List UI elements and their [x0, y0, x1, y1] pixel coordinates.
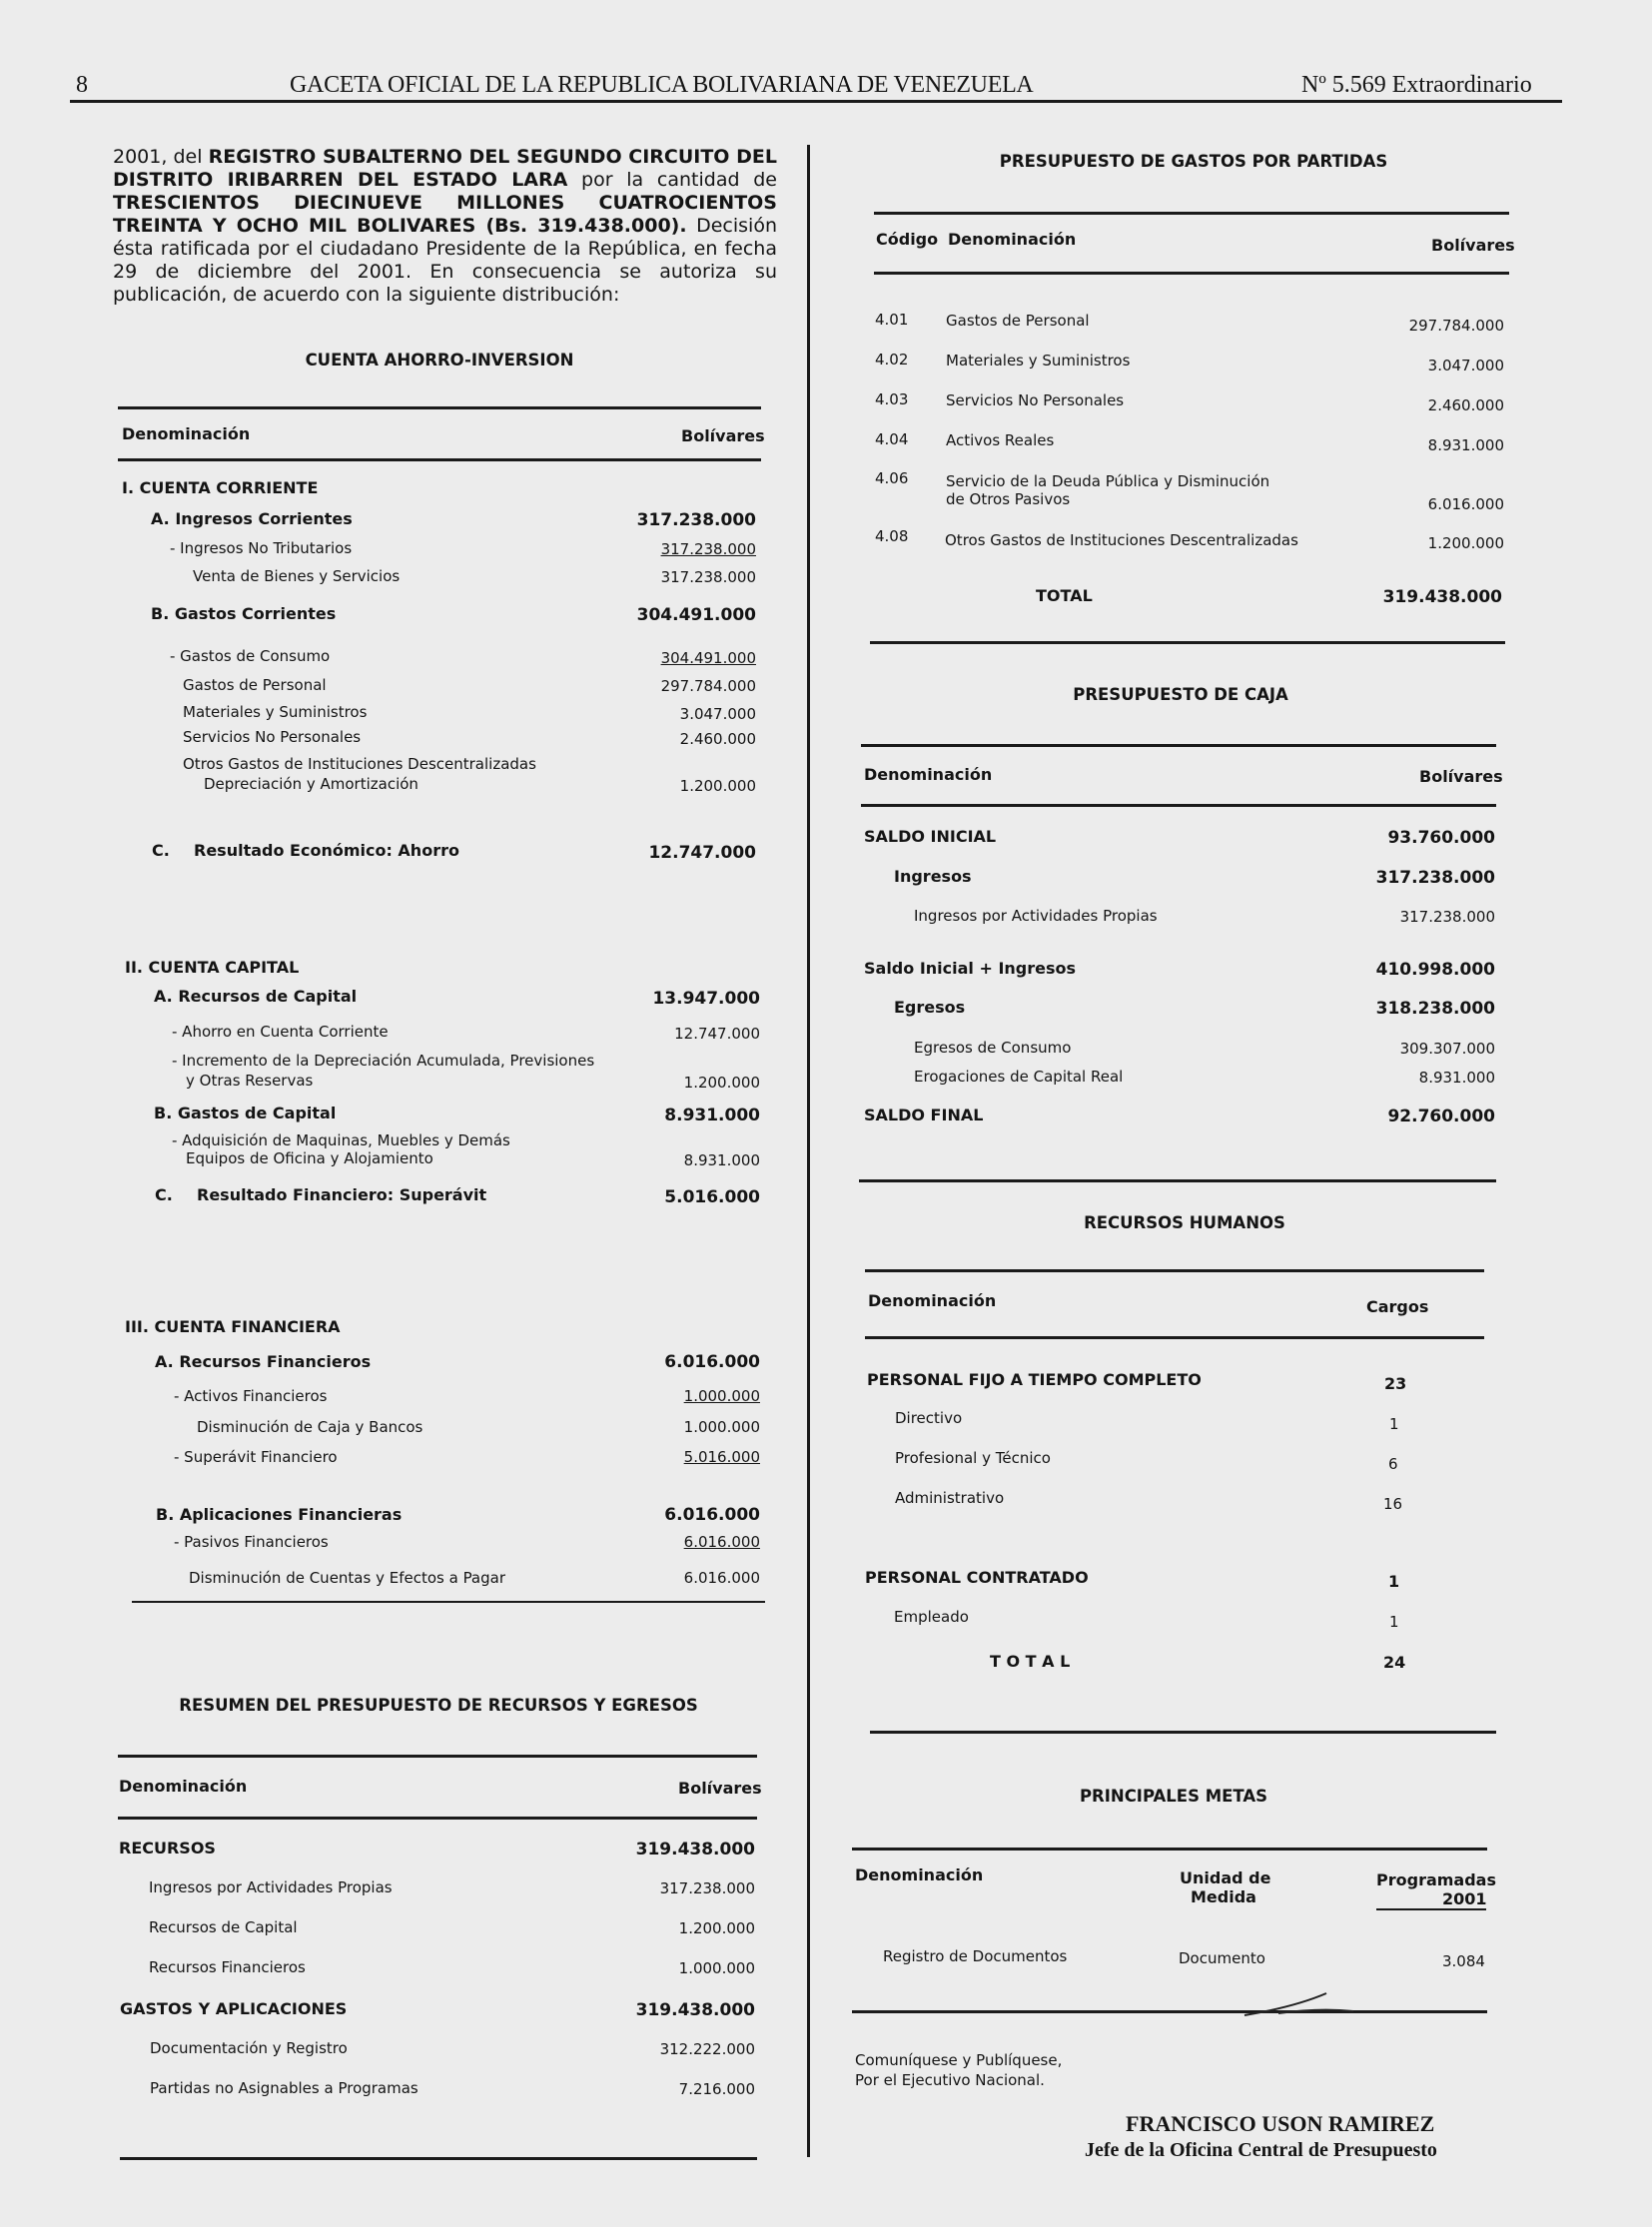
- gastos-consumo-label: - Gastos de Consumo: [170, 647, 331, 665]
- partida-name: Otros Gastos de Instituciones Descentralizadas: [945, 531, 1298, 549]
- empleado-label: Empleado: [894, 1608, 969, 1626]
- incremento-depreciacion-label: - Incremento de la Depreciación Acumulada, Previsiones: [172, 1052, 595, 1070]
- signature-mark: [1239, 1987, 1358, 2027]
- personal-fijo-value: 23: [1384, 1374, 1407, 1393]
- materiales-label: Materiales y Suministros: [183, 703, 368, 721]
- metas-year-underline: [1376, 1908, 1486, 1910]
- metas-col-medida: Medida: [1191, 1887, 1256, 1906]
- depreciacion-label: Depreciación y Amortización: [204, 775, 418, 793]
- partida-value: 1.200.000: [1427, 534, 1504, 552]
- gastos-capital-value: 8.931.000: [664, 1106, 760, 1125]
- rrhh-title: RECURSOS HUMANOS: [1084, 1213, 1285, 1232]
- resultado-financiero-value: 5.016.000: [664, 1187, 760, 1207]
- servicios-value: 2.460.000: [679, 730, 756, 748]
- otras-reservas-value: 1.200.000: [683, 1074, 760, 1092]
- directivo-label: Directivo: [895, 1409, 963, 1427]
- ingresos-actividades-label: Ingresos por Actividades Propias: [149, 1878, 393, 1896]
- caja-egresos-value: 318.238.000: [1375, 999, 1495, 1019]
- ingresos-actividades-value: 317.238.000: [659, 1879, 755, 1897]
- empleado-value: 1: [1389, 1613, 1399, 1631]
- caja-egresos-label: Egresos: [894, 998, 966, 1017]
- ahorro-bottom-rule: [132, 1601, 765, 1603]
- disminucion-cuentas-value: 6.016.000: [683, 1569, 760, 1587]
- pasivos-financieros-value: 6.016.000: [683, 1533, 760, 1551]
- ahorro-top-rule: [118, 406, 761, 409]
- caja-ingresos-actividades-value: 317.238.000: [1399, 908, 1495, 926]
- ahorro-header-rule: [118, 458, 761, 461]
- ingresos-corrientes-value: 317.238.000: [636, 510, 756, 530]
- partida-value: 6.016.000: [1427, 495, 1504, 513]
- resumen-title: RESUMEN DEL PRESUPUESTO DE RECURSOS Y EGRESOS: [179, 1696, 698, 1715]
- equipos-oficina-label: Equipos de Oficina y Alojamiento: [186, 1149, 433, 1167]
- intro-amount: TRESCIENTOS DIECINUEVE MILLONES CUATROCIENTOS TREINTA Y OCHO MIL BOLIVARES (Bs. 319.438.000).: [113, 192, 777, 237]
- personal-contratado-value: 1: [1388, 1572, 1400, 1591]
- recursos-financieros-label: A. Recursos Financieros: [155, 1352, 372, 1371]
- ahorro-col-denominacion: Denominación: [122, 424, 251, 443]
- intro-entity: REGISTRO SUBALTERNO DEL SEGUNDO CIRCUITO DEL DISTRITO IRIBARREN DEL ESTADO LARA: [113, 146, 777, 191]
- disminucion-cuentas-label: Disminución de Cuentas y Efectos a Pagar: [189, 1569, 506, 1587]
- superavit-financiero-value: 5.016.000: [683, 1448, 760, 1466]
- cuenta-capital-heading: II. CUENTA CAPITAL: [125, 958, 300, 977]
- gastos-personal-value: 297.784.000: [660, 677, 756, 695]
- documentacion-registro-value: 312.222.000: [659, 2040, 755, 2058]
- saldo-final-label: SALDO FINAL: [864, 1106, 984, 1124]
- recursos-financieros-resumen-label: Recursos Financieros: [149, 1958, 306, 1976]
- ingresos-corrientes-label: A. Ingresos Corrientes: [151, 509, 353, 528]
- disminucion-caja-value: 1.000.000: [683, 1418, 760, 1436]
- caja-bottom-rule: [859, 1179, 1496, 1182]
- partida-name: Servicios No Personales: [946, 391, 1125, 409]
- partida-value: 3.047.000: [1427, 357, 1504, 374]
- caja-col-denominacion: Denominación: [864, 765, 993, 784]
- profesional-tecnico-label: Profesional y Técnico: [895, 1449, 1051, 1467]
- resumen-bottom-rule: [120, 2157, 757, 2160]
- rrhh-header-rule: [865, 1336, 1484, 1339]
- partida-code: 4.03: [875, 390, 909, 408]
- intro-text-2: por la cantidad de: [567, 169, 777, 191]
- page-number: 8: [76, 72, 88, 98]
- partidas-total-label: TOTAL: [1036, 586, 1093, 605]
- caja-title: PRESUPUESTO DE CAJA: [1073, 685, 1288, 704]
- cuenta-financiera-heading: III. CUENTA FINANCIERA: [125, 1317, 341, 1336]
- partida-value: 8.931.000: [1427, 436, 1504, 454]
- metas-top-rule: [852, 1848, 1487, 1851]
- otros-gastos-label: Otros Gastos de Instituciones Descentralizadas: [183, 755, 536, 773]
- caja-header-rule: [861, 804, 1496, 807]
- partida-name: Gastos de Personal: [946, 312, 1090, 330]
- partida-name-continued: de Otros Pasivos: [946, 490, 1071, 508]
- resultado-financiero-letter: C.: [155, 1185, 173, 1204]
- partida-name: Materiales y Suministros: [946, 352, 1131, 370]
- metas-col-unidad: Unidad de: [1180, 1868, 1271, 1887]
- column-divider: [807, 145, 810, 2157]
- rrhh-col-cargos: Cargos: [1366, 1297, 1429, 1316]
- resumen-col-bolivares: Bolívares: [678, 1779, 762, 1798]
- resultado-financiero-label: Resultado Financiero: Superávit: [197, 1185, 487, 1204]
- gastos-aplicaciones-label: GASTOS Y APLICACIONES: [120, 1999, 348, 2018]
- profesional-tecnico-value: 6: [1388, 1455, 1398, 1473]
- partida-code: 4.08: [875, 527, 909, 545]
- partidas-top-rule: [874, 212, 1509, 215]
- header-rule: [70, 100, 1562, 103]
- partida-code: 4.01: [875, 311, 909, 329]
- partida-value: 2.460.000: [1427, 396, 1504, 414]
- recursos-capital-label: A. Recursos de Capital: [154, 987, 358, 1006]
- signer-name: FRANCISCO USON RAMIREZ: [1126, 2111, 1435, 2136]
- intro-text-3: Decisión ésta ratificada por el ciudadano Presidente de la República, en fecha 29 de diciembre del 2001. En consecuencia se autoriza su publicación, de acuerdo con la siguiente distribución:: [113, 215, 777, 306]
- resumen-top-rule: [118, 1755, 757, 1758]
- partida-name: Activos Reales: [946, 431, 1055, 449]
- metas-bottom-rule: [852, 2010, 1487, 2013]
- partida-code: 4.04: [875, 430, 909, 448]
- metas-title: PRINCIPALES METAS: [1079, 1787, 1268, 1806]
- egresos-consumo-label: Egresos de Consumo: [914, 1039, 1072, 1057]
- recursos-label: RECURSOS: [119, 1839, 216, 1857]
- documentacion-registro-label: Documentación y Registro: [150, 2039, 348, 2057]
- ingresos-no-tributarios-label: - Ingresos No Tributarios: [170, 539, 353, 557]
- resultado-economico-value: 12.747.000: [648, 843, 756, 863]
- aplicaciones-financieras-label: B. Aplicaciones Financieras: [156, 1505, 403, 1524]
- gastos-corrientes-label: B. Gastos Corrientes: [151, 604, 337, 623]
- personal-contratado-label: PERSONAL CONTRATADO: [865, 1568, 1089, 1587]
- administrativo-label: Administrativo: [895, 1489, 1005, 1507]
- partidas-no-asignables-value: 7.216.000: [678, 2080, 755, 2098]
- ahorro-cuenta-corriente-label: - Ahorro en Cuenta Corriente: [172, 1023, 389, 1041]
- resultado-economico-letter: C.: [152, 841, 170, 860]
- caja-top-rule: [861, 744, 1496, 747]
- partida-name: Servicio de la Deuda Pública y Disminución: [946, 472, 1270, 490]
- ingresos-no-tributarios-value: 317.238.000: [660, 540, 756, 558]
- partidas-no-asignables-label: Partidas no Asignables a Programas: [150, 2079, 418, 2097]
- gazette-title: GACETA OFICIAL DE LA REPUBLICA BOLIVARIANA DE VENEZUELA: [290, 72, 1034, 98]
- ahorro-title: CUENTA AHORRO-INVERSION: [305, 351, 574, 370]
- aplicaciones-financieras-value: 6.016.000: [664, 1505, 760, 1525]
- venta-bienes-label: Venta de Bienes y Servicios: [193, 567, 401, 585]
- otras-reservas-label: y Otras Reservas: [186, 1072, 314, 1090]
- saldo-inicial-ingresos-label: Saldo Inicial + Ingresos: [864, 959, 1077, 978]
- resumen-header-rule: [118, 1817, 757, 1820]
- rrhh-total-label: T O T A L: [990, 1652, 1071, 1671]
- caja-ingresos-label: Ingresos: [894, 867, 972, 886]
- partidas-col-bolivares: Bolívares: [1431, 236, 1515, 255]
- caja-ingresos-actividades-label: Ingresos por Actividades Propias: [914, 907, 1158, 925]
- metas-col-denominacion: Denominación: [855, 1865, 984, 1884]
- partida-code: 4.06: [875, 469, 909, 487]
- recursos-value: 319.438.000: [635, 1840, 755, 1859]
- depreciacion-value: 1.200.000: [679, 777, 756, 795]
- caja-ingresos-value: 317.238.000: [1375, 868, 1495, 888]
- resultado-economico-label: Resultado Económico: Ahorro: [194, 841, 459, 860]
- closing-line-1: Comuníquese y Publíquese,: [855, 2051, 1063, 2069]
- rrhh-total-value: 24: [1383, 1653, 1406, 1672]
- recursos-capital-value: 13.947.000: [652, 989, 760, 1009]
- issue-number: Nº 5.569 Extraordinario: [1301, 72, 1532, 98]
- metas-col-programadas: Programadas: [1376, 1870, 1496, 1889]
- recursos-capital-resumen-value: 1.200.000: [678, 1919, 755, 1937]
- gastos-capital-label: B. Gastos de Capital: [154, 1104, 337, 1122]
- recursos-capital-resumen-label: Recursos de Capital: [149, 1918, 298, 1936]
- superavit-financiero-label: - Superávit Financiero: [174, 1448, 338, 1466]
- caja-col-bolivares: Bolívares: [1419, 767, 1503, 786]
- activos-financieros-value: 1.000.000: [683, 1387, 760, 1405]
- intro-text-1: 2001, del: [113, 146, 209, 168]
- partidas-title: PRESUPUESTO DE GASTOS POR PARTIDAS: [999, 152, 1388, 171]
- saldo-inicial-value: 93.760.000: [1387, 828, 1495, 848]
- partidas-col-codigo: Código: [876, 230, 939, 249]
- partida-value: 297.784.000: [1408, 317, 1504, 335]
- disminucion-caja-label: Disminución de Caja y Bancos: [197, 1418, 423, 1436]
- activos-financieros-label: - Activos Financieros: [174, 1387, 328, 1405]
- equipos-oficina-value: 8.931.000: [683, 1151, 760, 1169]
- rrhh-top-rule: [865, 1269, 1484, 1272]
- registro-documentos-label: Registro de Documentos: [883, 1947, 1068, 1965]
- gastos-personal-label: Gastos de Personal: [183, 676, 327, 694]
- metas-col-year: 2001: [1442, 1889, 1487, 1908]
- adquisicion-label: - Adquisición de Maquinas, Muebles y Demás: [172, 1131, 510, 1149]
- saldo-inicial-label: SALDO INICIAL: [864, 827, 997, 846]
- resumen-col-denominacion: Denominación: [119, 1777, 248, 1796]
- partida-code: 4.02: [875, 351, 909, 369]
- partidas-header-rule: [874, 272, 1509, 275]
- ahorro-cuenta-corriente-value: 12.747.000: [674, 1025, 760, 1043]
- egresos-consumo-value: 309.307.000: [1399, 1040, 1495, 1058]
- registro-documentos-unit: Documento: [1179, 1949, 1265, 1967]
- rrhh-col-denominacion: Denominación: [868, 1291, 997, 1310]
- partidas-col-denominacion: Denominación: [948, 230, 1077, 249]
- materiales-value: 3.047.000: [679, 705, 756, 723]
- intro-paragraph: [113, 146, 777, 307]
- signer-title: Jefe de la Oficina Central de Presupuesto: [1085, 2139, 1437, 2161]
- erogaciones-capital-label: Erogaciones de Capital Real: [914, 1068, 1124, 1086]
- ahorro-col-bolivares: Bolívares: [681, 426, 765, 445]
- directivo-value: 1: [1389, 1415, 1399, 1433]
- venta-bienes-value: 317.238.000: [660, 568, 756, 586]
- partidas-bottom-rule: [870, 641, 1505, 644]
- registro-documentos-value: 3.084: [1442, 1952, 1485, 1970]
- cuenta-corriente-heading: I. CUENTA CORRIENTE: [122, 478, 319, 497]
- gastos-corrientes-value: 304.491.000: [636, 605, 756, 625]
- saldo-final-value: 92.760.000: [1387, 1107, 1495, 1126]
- administrativo-value: 16: [1383, 1495, 1403, 1513]
- rrhh-bottom-rule: [870, 1731, 1496, 1734]
- recursos-financieros-value: 6.016.000: [664, 1352, 760, 1372]
- personal-fijo-label: PERSONAL FIJO A TIEMPO COMPLETO: [867, 1370, 1202, 1389]
- gastos-consumo-value: 304.491.000: [660, 649, 756, 667]
- gastos-aplicaciones-value: 319.438.000: [635, 2000, 755, 2020]
- recursos-financieros-resumen-value: 1.000.000: [678, 1959, 755, 1977]
- erogaciones-capital-value: 8.931.000: [1418, 1069, 1495, 1087]
- pasivos-financieros-label: - Pasivos Financieros: [174, 1533, 329, 1551]
- servicios-label: Servicios No Personales: [183, 728, 362, 746]
- saldo-inicial-ingresos-value: 410.998.000: [1375, 960, 1495, 980]
- closing-line-2: Por el Ejecutivo Nacional.: [855, 2071, 1045, 2089]
- partidas-total-value: 319.438.000: [1382, 587, 1502, 607]
